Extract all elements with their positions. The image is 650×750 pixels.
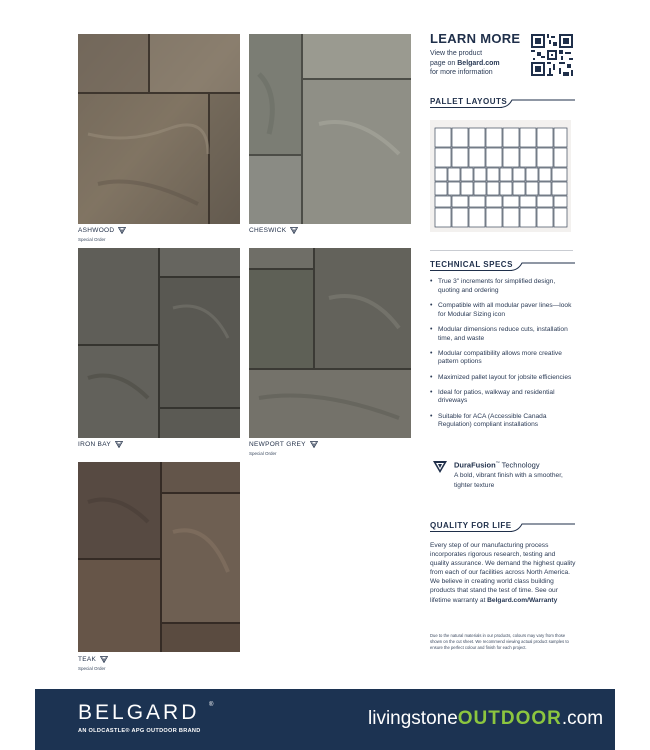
list-item: • Maximized pallet layout for jobsite efficiencies <box>428 374 578 383</box>
pallet-layout-diagram <box>430 120 571 232</box>
swatch-ashwood-label: ASHWOOD <box>78 227 126 234</box>
modular-sizing-icon <box>310 441 318 448</box>
pallet-layouts-heading: PALLET LAYOUTS <box>430 97 508 106</box>
swatch-cheswick-label: CHESWICK <box>249 227 298 234</box>
learn-more-title: LEARN MORE <box>430 31 521 46</box>
swatch-cheswick-image <box>249 34 411 224</box>
swatch-teak-label: TEAK <box>78 656 108 663</box>
quality-for-life-text: Every step of our manufacturing process incorporates rigorous research, testing and quality assurance. We demand the highest quality from each of our facilities across North America. We believe in creating world class building products that stand the test of time. See our lifetime warranty at Belgard.com/Warranty <box>430 542 576 604</box>
modular-sizing-icon <box>100 656 108 663</box>
warranty-link[interactable]: Belgard.com/Warranty <box>487 596 558 604</box>
list-item: • True 3" increments for simplified design, quoting and ordering <box>428 278 578 296</box>
technical-specs-heading: TECHNICAL SPECS <box>430 260 513 269</box>
list-item: • Modular dimensions reduce cuts, installation time, and waste <box>428 326 578 344</box>
specs-heading-rule <box>430 270 512 271</box>
belgard-tagline: AN OLDCASTLE® APG OUTDOOR BRAND <box>78 728 201 734</box>
livingstone-outdoor-link[interactable]: livingstoneOUTDOOR.com <box>368 708 604 729</box>
belgard-registered-mark: ® <box>209 702 214 708</box>
modular-sizing-icon <box>115 441 123 448</box>
durafusion-title: DuraFusion™ Technology <box>454 460 540 470</box>
belgard-link[interactable]: Belgard.com <box>457 59 500 67</box>
technical-specs-list <box>428 278 578 436</box>
quality-heading-rule <box>430 531 512 532</box>
specs-heading-swoosh <box>510 258 575 271</box>
list-item: • Compatible with all modular paver lines—look for Modular Sizing icon <box>428 302 578 320</box>
swatch-teak-note: Special Order <box>78 666 106 671</box>
modular-sizing-icon <box>290 227 298 234</box>
section-divider <box>430 250 573 251</box>
durafusion-text: A bold, vibrant finish with a smoother, tighter texture <box>454 472 563 489</box>
swatch-newport-grey-image <box>249 248 411 438</box>
swatch-ashwood-note: Special Order <box>78 237 106 242</box>
pallet-heading-rule <box>430 107 502 108</box>
swatch-iron-bay-image <box>78 248 240 438</box>
learn-more-text: View the product page on Belgard.com for more information <box>430 50 500 76</box>
footer-banner <box>35 689 615 750</box>
quality-heading-swoosh <box>510 519 575 532</box>
list-item: • Modular compatibility allows more creative pattern options <box>428 350 578 368</box>
swatch-iron-bay-label: IRON BAY <box>78 441 123 448</box>
swatch-ashwood-image <box>78 34 240 224</box>
belgard-logo[interactable]: BELGARD <box>78 701 200 724</box>
qr-code-icon[interactable] <box>531 34 573 76</box>
list-item: • Ideal for patios, walkway and residential driveways <box>428 389 578 407</box>
swatch-teak-image <box>78 462 240 652</box>
swatch-newport-grey-label: NEWPORT GREY <box>249 441 318 448</box>
list-item: • Suitable for ACA (Accessible Canada Regulation) compliant installations <box>428 413 578 431</box>
durafusion-icon <box>432 460 448 474</box>
pallet-heading-swoosh <box>500 95 575 108</box>
modular-sizing-icon <box>118 227 126 234</box>
swatch-newport-grey-note: Special Order <box>249 451 277 456</box>
quality-for-life-heading: QUALITY FOR LIFE <box>430 521 512 530</box>
colour-disclaimer: Due to the natural materials in our products, colours may vary from those shown on the cut sheet. We recommend viewing actual product samples to ensure the perfect colour and finish for each project. <box>430 633 569 650</box>
